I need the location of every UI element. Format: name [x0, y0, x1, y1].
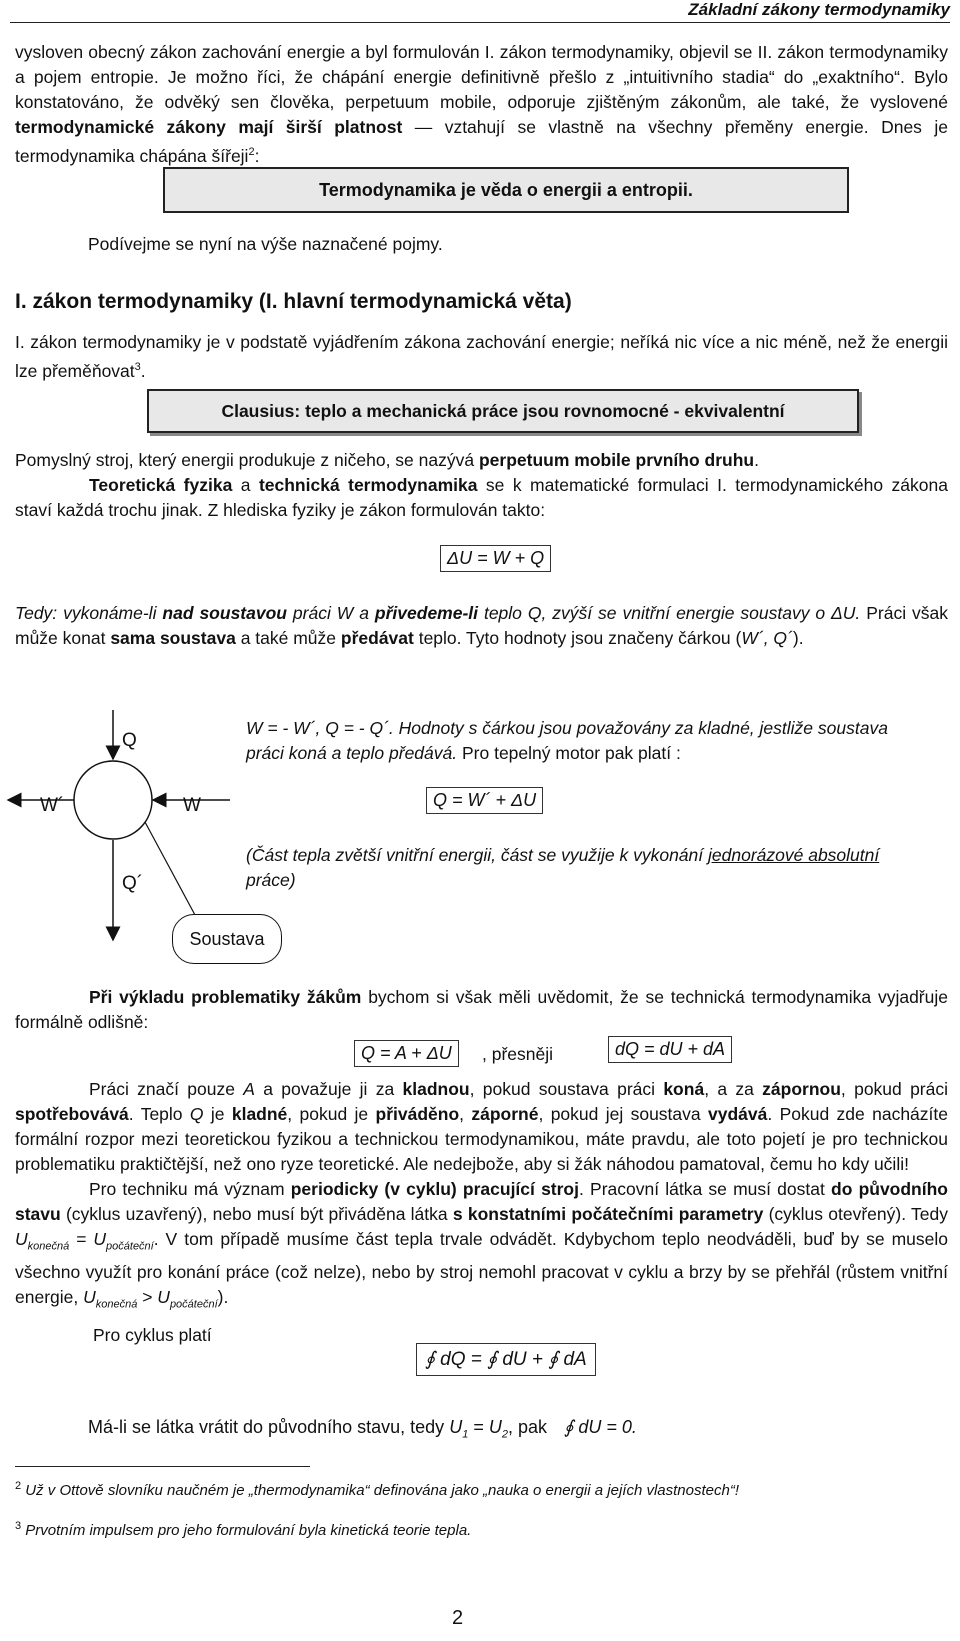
- meaning-text-a: Tedy: vykonáme-li: [15, 603, 163, 623]
- u1: U: [449, 1417, 463, 1437]
- p2-run: , pokud jej soustava: [538, 1104, 708, 1124]
- diagram-label-w: W: [183, 795, 201, 816]
- page-number: 2: [452, 1607, 464, 1629]
- p2-run: kladnou: [402, 1079, 470, 1099]
- note-underlined: jednorázové absolutní: [708, 845, 880, 865]
- sign-convention-block: [15, 1077, 948, 1317]
- p2-run: vydává: [708, 1104, 768, 1124]
- meaning-text-c: práci W a: [286, 603, 375, 623]
- p3-run: konečná: [95, 1298, 138, 1310]
- teaching-paragraph: [15, 985, 948, 1035]
- intro-text-1: vysloven obecný zákon zachování energie a byl formulován I. zákon termodynamiky, objevil se II. zákon termodynamiky a pojem entropie. Je možno říci, že chápání energie definitivně přešlo z „intuitivního stadia“ do „exaktního“. Bylo konstatováno, že odvěký sen člověka, perpetuum mobile, odporuje zjištěným zákonům, ale také, že vyslovené: [15, 42, 948, 112]
- footnote-3: [15, 1516, 948, 1541]
- and-text: a: [232, 475, 259, 495]
- p2-run: Q: [189, 1104, 204, 1124]
- meaning-text-e: teplo Q, zvýší se vnitřní energie soustavy o ΔU.: [478, 603, 861, 623]
- definition-box: [163, 167, 849, 213]
- footnote-3-num: 3: [15, 1520, 22, 1532]
- meaning-primes: W´, Q´: [741, 628, 793, 648]
- p3-run: U: [83, 1286, 96, 1307]
- meaning-text-l: ).: [792, 628, 804, 648]
- p3-run: do původního stavu: [15, 1179, 948, 1224]
- cycle-label: Pro cyklus platí: [93, 1325, 212, 1345]
- system-circle: [74, 761, 152, 839]
- p3-run: Pro techniku má význam: [89, 1179, 291, 1199]
- return-line: [88, 1417, 637, 1441]
- u2-sub: 2: [501, 1428, 508, 1441]
- p2-run: ,: [459, 1104, 472, 1124]
- p3-run: U: [15, 1229, 28, 1249]
- formula-cycle: ∮ dQ = ∮ dU + ∮ dA: [416, 1343, 596, 1376]
- callout-line: [145, 822, 195, 915]
- diagram-label-q: Q: [122, 730, 137, 751]
- footnote-ref-2[interactable]: 2: [248, 146, 255, 158]
- p3-run: . Pracovní látka se musí dostat: [579, 1179, 832, 1199]
- teaching-text: bychom si však měli uvědomit, že se technická termodynamika vyjadřuje formálně odlišně:: [15, 987, 948, 1032]
- p2-run: . Teplo: [128, 1104, 190, 1124]
- header-rule: [10, 22, 950, 23]
- side-text-b: Pro tepelný motor pak platí :: [457, 743, 681, 763]
- p2-run: Práci značí pouze: [89, 1079, 244, 1099]
- p3-run: U: [93, 1229, 107, 1249]
- return-text-b: , pak: [507, 1417, 547, 1437]
- p3-run: (cyklus uzavřený), nebo musí být přiváděna látka: [60, 1204, 453, 1224]
- p2-run: spotřebovává: [15, 1104, 129, 1124]
- cycle-paragraph: [15, 1177, 948, 1317]
- look-line: Podívejme se nyní na výše naznačené pojmy.: [88, 234, 443, 254]
- meaning-bold-a: nad soustavou: [162, 603, 287, 623]
- perpetuum-paragraph: [15, 448, 948, 523]
- first-law-paragraph: [15, 330, 948, 384]
- meaning-text-f: Práci však může konat: [15, 603, 949, 648]
- formula-heat-engine: Q = W´ + ΔU: [426, 787, 543, 814]
- note-text-a: (Část tepla zvětší vnitřní energii, část se využije k vykonání: [246, 845, 708, 865]
- meaning-bold-i: předávat: [340, 628, 414, 648]
- definition-text: Termodynamika je věda o energii a entropii.: [319, 179, 693, 200]
- footnote-2: [15, 1476, 948, 1501]
- p2-run: je: [203, 1104, 232, 1124]
- formula-differential: dQ = dU + dA: [608, 1036, 732, 1063]
- diagram-side-text: [246, 716, 920, 766]
- return-text-a: Má-li se látka vrátit do původního stavu, tedy: [88, 1417, 450, 1437]
- footnote-ref-3[interactable]: 3: [134, 361, 141, 373]
- p3-run: s konstatními počátečními parametry: [452, 1204, 764, 1224]
- meaning-text-j: teplo. Tyto hodnoty jsou značeny čárkou (: [413, 628, 742, 648]
- footnote-2-text: Už v Ottově slovníku naučném je „thermodynamika“ definována jako „nauka o energii a jejích vlastnostech“!: [25, 1482, 739, 1499]
- p3-run: =: [69, 1229, 94, 1249]
- formula-technical: Q = A + ΔU: [354, 1040, 459, 1067]
- side-text-a: W = - W´, Q = - Q´. Hodnoty s čárkou jsou považovány za kladné, jestliže soustava práci koná a teplo předává.: [246, 718, 888, 763]
- diagram-label-q-prime: Q´: [122, 873, 144, 894]
- formulation-text: se k matematické formulaci I. termodynamického zákona staví každá trochu jinak. Z hlediska fyziky je zákon formulován takto:: [15, 475, 948, 520]
- intro-text-3: :: [254, 145, 260, 166]
- footnote-2-num: 2: [15, 1480, 22, 1492]
- p3-run: . V tom případě musíme část tepla trvale odvádět. Kdybychom teplo neodváděli, buď by se muselo všechno využít pro konání práce (což nelze), nebo by stroj nemohl pracovat v cyklu a brzy by se přehřál (růstem vnitřní energie,: [15, 1229, 948, 1307]
- theoretical-physics-term: Teoretická fyzika: [89, 475, 233, 495]
- meaning-bold-d: přivedeme-li: [374, 603, 479, 623]
- p3-run: U: [157, 1286, 170, 1307]
- p2-run: přiváděno: [375, 1104, 460, 1124]
- footnote-rule: [15, 1466, 310, 1467]
- p2-run: , pokud soustava práci: [469, 1079, 664, 1099]
- p3-run: >: [137, 1286, 158, 1307]
- clausius-box: [147, 389, 859, 433]
- intro-text-2: — vztahují se vlastně na všechny přeměny energie. Dnes je termodynamika chápána šířeji: [15, 117, 949, 166]
- p2-run: a považuje ji za: [254, 1079, 403, 1099]
- technical-thermo-term: technická termodynamika: [258, 475, 478, 495]
- p3-run: konečná: [27, 1240, 70, 1253]
- u1-sub: 1: [462, 1428, 469, 1441]
- intro-paragraph: [15, 40, 948, 169]
- u2: U: [488, 1417, 502, 1437]
- footnote-3-text: Prvotním impulsem pro jeho formulování byla kinetická teorie tepla.: [25, 1522, 472, 1539]
- p3-run: počáteční: [169, 1298, 218, 1310]
- system-label-bubble: [172, 914, 282, 964]
- p2-run: koná: [663, 1079, 705, 1099]
- p2-run: . Pokud zde nacházíte formální rozpor mezi teoretickou fyzikou a technickou termodynamikou, máte pravdu, ale toto pojetí je pro technickou problematiku praktičtější, než ono ryze teoretické. Ale nedejbože, aby si žák náhodou pamatoval, čemu ho kdy učili!: [15, 1104, 948, 1174]
- meaning-paragraph: [15, 601, 948, 651]
- perpetuum-text: Pomyslný stroj, který energii produkuje z ničeho, se nazývá: [15, 450, 479, 470]
- intro-bold: termodynamické zákony mají širší platnost: [15, 117, 403, 137]
- p3-run: počáteční: [106, 1240, 154, 1253]
- p2-run: , pokud je: [287, 1104, 376, 1124]
- p2-run: , pokud práci: [840, 1079, 948, 1099]
- note-text-b: práce): [246, 870, 296, 890]
- p2-run: , a za: [704, 1079, 763, 1099]
- meaning-text-h: a také může: [235, 628, 341, 648]
- system-label: Soustava: [189, 928, 265, 949]
- p2-run: zápornou: [762, 1079, 841, 1099]
- clausius-text: Clausius: teplo a mechanická práce jsou rovnomocné - ekvivalentní: [221, 400, 785, 421]
- formula-du-zero: ∮ dU = 0.: [564, 1417, 637, 1437]
- perpetuum-term: perpetuum mobile prvního druhu: [478, 450, 755, 470]
- teaching-bold: Při výkladu problematiky žákům: [89, 987, 362, 1007]
- presneji-text: , přesněji: [482, 1044, 554, 1064]
- sign-convention-paragraph: [15, 1077, 948, 1177]
- first-law-text-end: .: [140, 360, 146, 381]
- section-heading-first-law: I. zákon termodynamiky (I. hlavní termodynamická věta): [15, 290, 572, 313]
- p2-run: A: [243, 1079, 255, 1099]
- perpetuum-text-end: .: [754, 450, 759, 470]
- p2-run: záporné: [471, 1104, 539, 1124]
- u-eq: =: [468, 1417, 489, 1437]
- p3-run: (cyklus otevřený). Tedy: [763, 1204, 948, 1224]
- first-law-text: I. zákon termodynamiky je v podstatě vyjádřením zákona zachování energie; neříká nic více a nic méně, než že energii lze přeměňovat: [15, 332, 948, 381]
- p3-run: periodicky (v cyklu) pracující stroj: [290, 1179, 579, 1199]
- formula-delta-u: ΔU = W + Q: [440, 545, 551, 572]
- p2-run: kladné: [231, 1104, 288, 1124]
- diagram-note: [246, 843, 910, 893]
- p3-run: ).: [217, 1286, 229, 1307]
- diagram-label-w-prime: W´: [40, 795, 65, 816]
- meaning-bold-g: sama soustava: [110, 628, 236, 648]
- running-header: Základní zákony termodynamiky: [688, 0, 950, 19]
